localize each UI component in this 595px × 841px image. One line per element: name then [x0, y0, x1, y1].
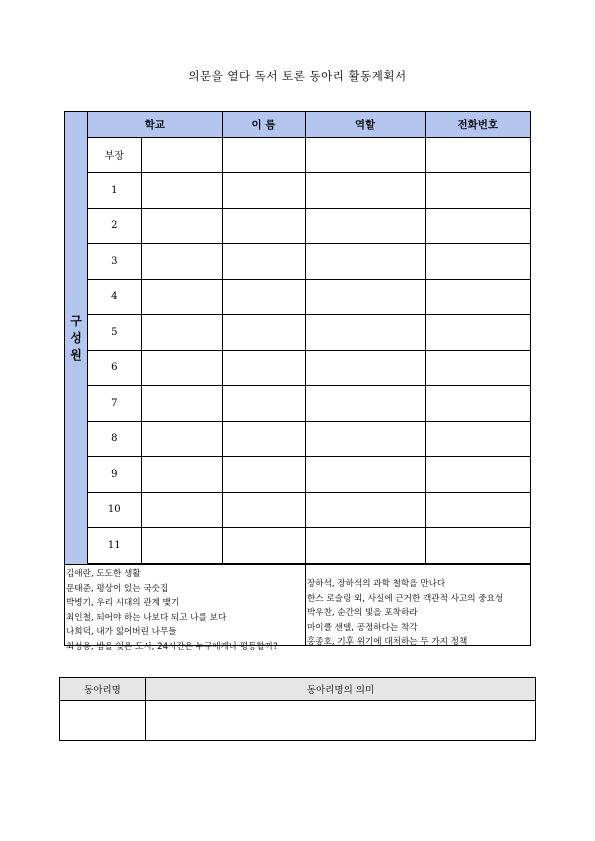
- row-label: 11: [88, 528, 141, 564]
- club-table-header-row: [60, 678, 536, 701]
- cell-school[interactable]: [141, 457, 222, 493]
- cell-role[interactable]: [305, 350, 425, 386]
- cell-role[interactable]: [305, 208, 425, 244]
- members-side-text: 구성원: [70, 313, 82, 362]
- header-club-meaning: 동아리명의 의미: [146, 678, 536, 701]
- cell-role[interactable]: [305, 137, 425, 173]
- book-item: 최성용, 밤을 잊은 도시, 24시간은 누구에게나 평등할까?: [66, 641, 278, 652]
- table-row: [88, 173, 530, 209]
- cell-phone[interactable]: [425, 492, 530, 528]
- header-school: 학교: [88, 112, 222, 137]
- book-item: 김애란, 도도한 생활: [66, 569, 141, 579]
- row-label: 2: [88, 208, 141, 244]
- cell-role[interactable]: [305, 457, 425, 493]
- book-item: 마이클 샌델, 공정하다는 착각: [307, 622, 418, 633]
- cell-phone[interactable]: [425, 137, 530, 173]
- cell-school[interactable]: [141, 386, 222, 422]
- cell-name[interactable]: [222, 386, 305, 422]
- table-row: [88, 350, 530, 386]
- table-row: [88, 386, 530, 422]
- cell-name[interactable]: [222, 173, 305, 209]
- table-row: [88, 457, 530, 493]
- book-item: 박병기, 우리 시대의 관계 맺기: [66, 598, 180, 608]
- cell-phone[interactable]: [425, 350, 530, 386]
- row-label: 10: [88, 492, 141, 528]
- cell-name[interactable]: [222, 279, 305, 315]
- cell-phone[interactable]: [425, 315, 530, 351]
- cell-school[interactable]: [141, 137, 222, 173]
- table-row: [88, 315, 530, 351]
- book-list: [65, 564, 530, 652]
- row-label: 1: [88, 173, 141, 209]
- cell-school[interactable]: [141, 208, 222, 244]
- cell-phone[interactable]: [425, 421, 530, 457]
- book-item: 문태준, 평상이 있는 국숫집: [66, 583, 169, 594]
- book-item: 장하석, 장하석의 과학 철학을 만나다: [307, 579, 446, 589]
- header-phone: 전화번호: [425, 112, 530, 137]
- book-item: 홍종호, 기후 위기에 대처하는 두 가지 정책: [307, 637, 468, 647]
- cell-school[interactable]: [141, 421, 222, 457]
- cell-school[interactable]: [141, 173, 222, 209]
- cell-name[interactable]: [222, 457, 305, 493]
- cell-name[interactable]: [222, 244, 305, 280]
- club-name-table: [59, 677, 536, 741]
- cell-name[interactable]: [222, 137, 305, 173]
- cell-role[interactable]: [305, 315, 425, 351]
- member-table-header-row: [88, 112, 530, 137]
- cell-role[interactable]: [305, 421, 425, 457]
- row-label: 3: [88, 244, 141, 280]
- members-side-label: [65, 112, 88, 564]
- cell-school[interactable]: [141, 528, 222, 564]
- cell-school[interactable]: [141, 279, 222, 315]
- member-table: [88, 112, 530, 564]
- book-list-right: [306, 565, 530, 645]
- header-club-name: 동아리명: [60, 678, 146, 701]
- cell-club-meaning[interactable]: [146, 701, 536, 741]
- table-row: [88, 421, 530, 457]
- cell-school[interactable]: [141, 244, 222, 280]
- table-row: [60, 701, 536, 741]
- cell-phone[interactable]: [425, 173, 530, 209]
- cell-school[interactable]: [141, 492, 222, 528]
- book-item: 최인철, 되어야 하는 나보다 되고 나를 보다: [66, 612, 227, 623]
- row-label: 4: [88, 279, 141, 315]
- row-label: 9: [88, 457, 141, 493]
- book-item: 한스 로슬링 외, 사실에 근거한 객관적 사고의 중요성: [307, 593, 504, 604]
- cell-name[interactable]: [222, 421, 305, 457]
- table-row: [88, 528, 530, 564]
- header-role: 역할: [305, 112, 425, 137]
- cell-phone[interactable]: [425, 279, 530, 315]
- row-label: 6: [88, 350, 141, 386]
- cell-name[interactable]: [222, 208, 305, 244]
- table-row: [88, 244, 530, 280]
- cell-club-name[interactable]: [60, 701, 146, 741]
- header-name: 이 름: [222, 112, 305, 137]
- cell-phone[interactable]: [425, 208, 530, 244]
- member-section: [64, 111, 531, 652]
- cell-role[interactable]: [305, 386, 425, 422]
- book-item: 박우찬, 순간의 빛을 포착하라: [307, 608, 418, 618]
- cell-role[interactable]: [305, 279, 425, 315]
- row-label: 5: [88, 315, 141, 351]
- cell-name[interactable]: [222, 528, 305, 564]
- book-item: 나희덕, 내가 잃어버린 나무들: [66, 627, 177, 637]
- cell-school[interactable]: [141, 315, 222, 351]
- cell-role[interactable]: [305, 173, 425, 209]
- table-row: [88, 279, 530, 315]
- book-list-left: [65, 565, 306, 652]
- cell-role[interactable]: [305, 528, 425, 564]
- cell-school[interactable]: [141, 350, 222, 386]
- cell-name[interactable]: [222, 350, 305, 386]
- cell-name[interactable]: [222, 315, 305, 351]
- cell-phone[interactable]: [425, 244, 530, 280]
- page-title: 의문을 열다 독서 토론 동아리 활동계획서: [188, 69, 407, 83]
- cell-phone[interactable]: [425, 528, 530, 564]
- table-row: [88, 137, 530, 173]
- table-row: [88, 208, 530, 244]
- row-label: 7: [88, 386, 141, 422]
- cell-phone[interactable]: [425, 386, 530, 422]
- table-row: [88, 492, 530, 528]
- cell-name[interactable]: [222, 492, 305, 528]
- cell-role[interactable]: [305, 492, 425, 528]
- cell-role[interactable]: [305, 244, 425, 280]
- cell-phone[interactable]: [425, 457, 530, 493]
- row-label: 8: [88, 421, 141, 457]
- row-label: 부장: [88, 137, 141, 173]
